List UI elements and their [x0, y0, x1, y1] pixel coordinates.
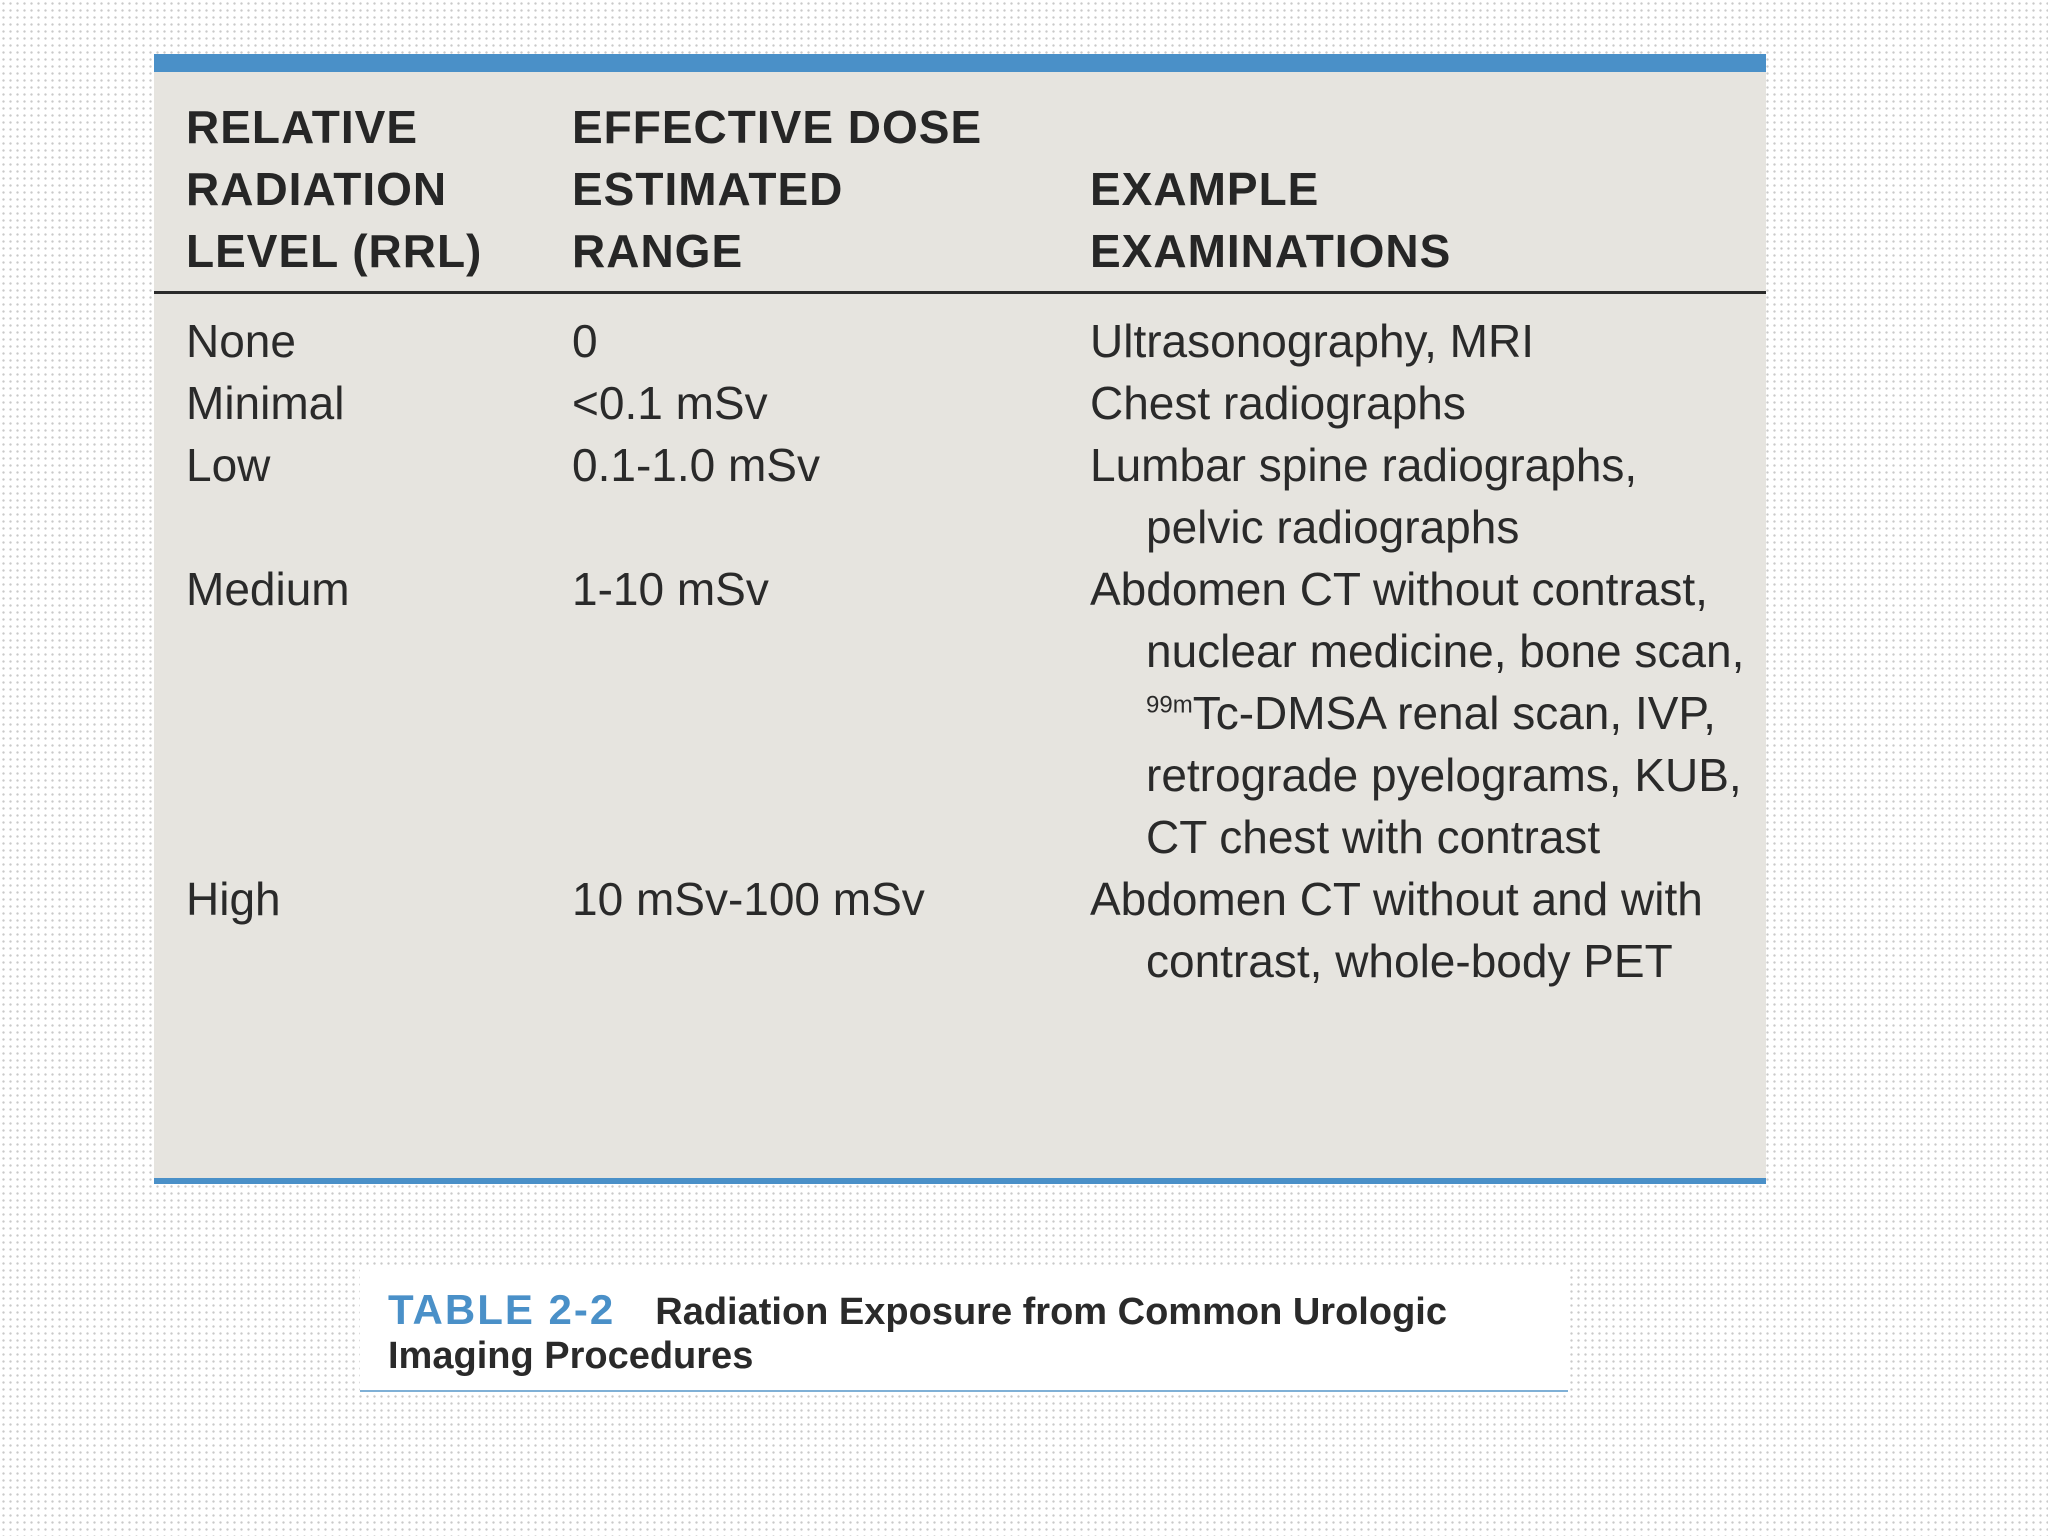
cell-level: Medium — [186, 563, 350, 615]
cell-dose: 0.1-1.0 mSv — [572, 439, 820, 491]
cell-level: High — [186, 873, 281, 925]
cell-dose: 1-10 mSv — [572, 563, 769, 615]
cell-examples: Lumbar spine radiographs, pelvic radiographs — [1090, 439, 1638, 553]
table-row — [154, 372, 1766, 434]
table-row — [154, 558, 1766, 868]
isotope-superscript: 99m — [1146, 691, 1193, 719]
cell-level: None — [186, 315, 296, 367]
examples-text: Tc-DMSA renal scan, IVP, retrograde pyelograms, KUB, CT chest with contrast — [1146, 687, 1742, 863]
cell-level: Low — [186, 439, 271, 491]
caption-text — [388, 1288, 1548, 1378]
table-row — [154, 434, 1766, 558]
cell-dose: <0.1 mSv — [572, 377, 768, 429]
cell-dose: 0 — [572, 315, 598, 367]
cell-examples: Abdomen CT without and with contrast, whole-body PET — [1090, 873, 1703, 987]
caption-label: TABLE 2-2 — [388, 1286, 616, 1333]
table-body — [154, 310, 1766, 992]
table-row — [154, 868, 1766, 992]
radiation-table — [154, 54, 1766, 1184]
caption-title: Radiation Exposure from Common Urologic Imaging Procedures — [388, 1291, 1447, 1377]
table-header-row — [154, 72, 1766, 294]
header-example-examinations: EXAMPLE EXAMINATIONS — [1090, 163, 1452, 277]
cell-examples — [1090, 558, 1750, 868]
header-effective-dose-range: EFFECTIVE DOSE ESTIMATED RANGE — [572, 101, 983, 277]
table-caption — [360, 1268, 1568, 1392]
header-relative-radiation-level: RELATIVE RADIATION LEVEL (RRL) — [186, 101, 483, 277]
cell-examples: Ultrasonography, MRI — [1090, 315, 1534, 367]
cell-level: Minimal — [186, 377, 345, 429]
cell-dose: 10 mSv-100 mSv — [572, 873, 925, 925]
table-row — [154, 310, 1766, 372]
cell-examples: Chest radiographs — [1090, 377, 1466, 429]
examples-text: Abdomen CT without contrast, nuclear medicine, bone scan, — [1090, 563, 1745, 677]
